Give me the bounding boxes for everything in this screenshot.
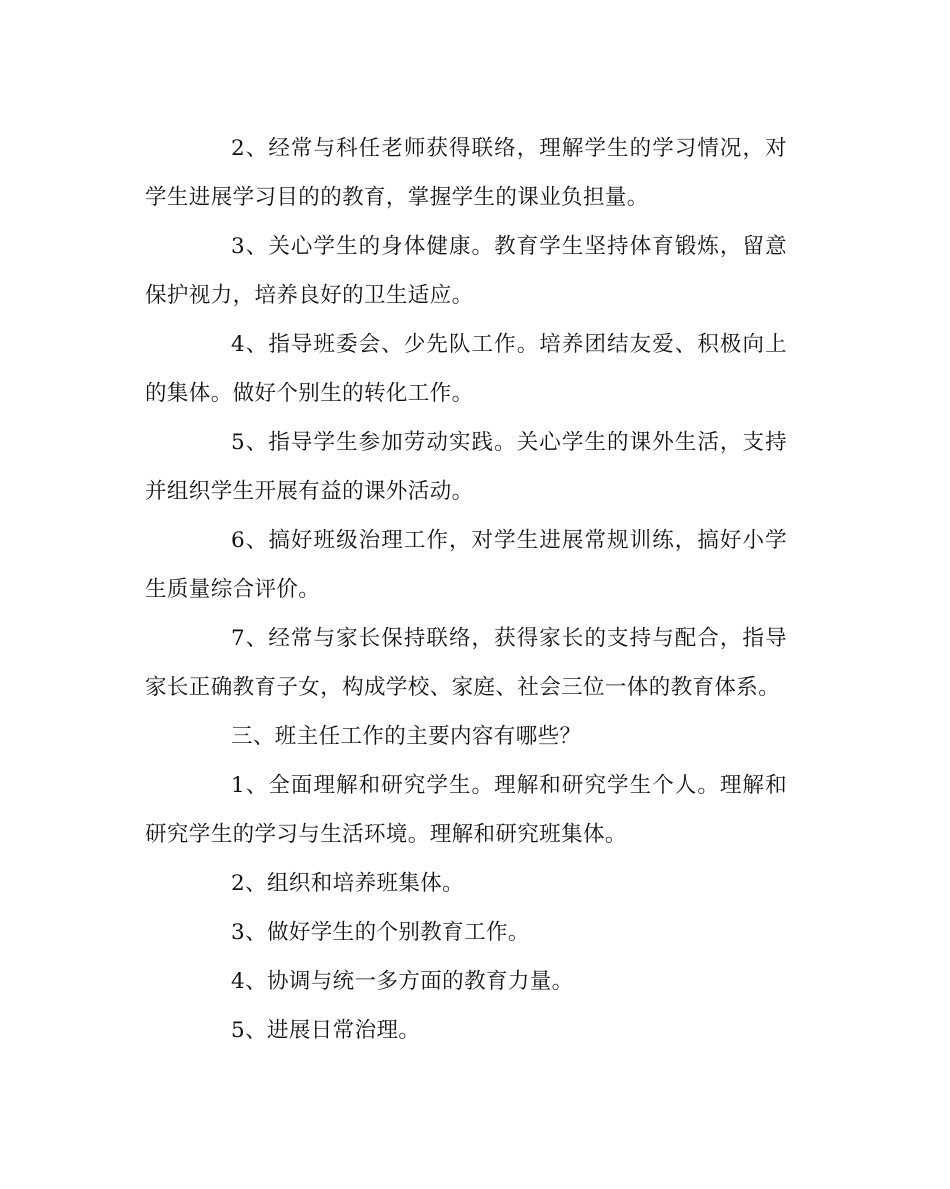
paragraph-content-3: 3、做好学生的个别教育工作。	[231, 920, 530, 945]
document-body	[145, 124, 787, 1055]
paragraph-content-1: 1、全面理解和研究学生。理解和研究学生个人。理解和研究学生的学习与生活环境。理解和研究班集体。	[145, 773, 787, 847]
paragraph-duty-3: 3、关心学生的身体健康。教育学生坚持体育锻炼，留意保护视力，培养良好的卫生适应。	[145, 234, 787, 308]
paragraph-content-2: 2、组织和培养班集体。	[231, 871, 465, 896]
paragraph-duty-5: 5、指导学生参加劳动实践。关心学生的课外生活，支持并组织学生开展有益的课外活动。	[145, 430, 787, 504]
paragraph-content-5: 5、进展日常治理。	[231, 1018, 421, 1043]
paragraph-duty-4: 4、指导班委会、少先队工作。培养团结友爱、积极向上的集体。做好个别生的转化工作。	[145, 332, 787, 406]
section-heading-3: 三、班主任工作的主要内容有哪些？	[231, 724, 582, 749]
paragraph-duty-6: 6、搞好班级治理工作，对学生进展常规训练，搞好小学生质量综合评价。	[145, 528, 787, 602]
paragraph-duty-2: 2、经常与科任老师获得联络，理解学生的学习情况，对学生进展学习目的的教育，掌握学生的课业负担量。	[145, 136, 787, 210]
paragraph-content-4: 4、协调与统一多方面的教育力量。	[231, 969, 574, 994]
paragraph-duty-7: 7、经常与家长保持联络，获得家长的支持与配合，指导家长正确教育子女，构成学校、家庭、社会三位一体的教育体系。	[145, 626, 787, 700]
